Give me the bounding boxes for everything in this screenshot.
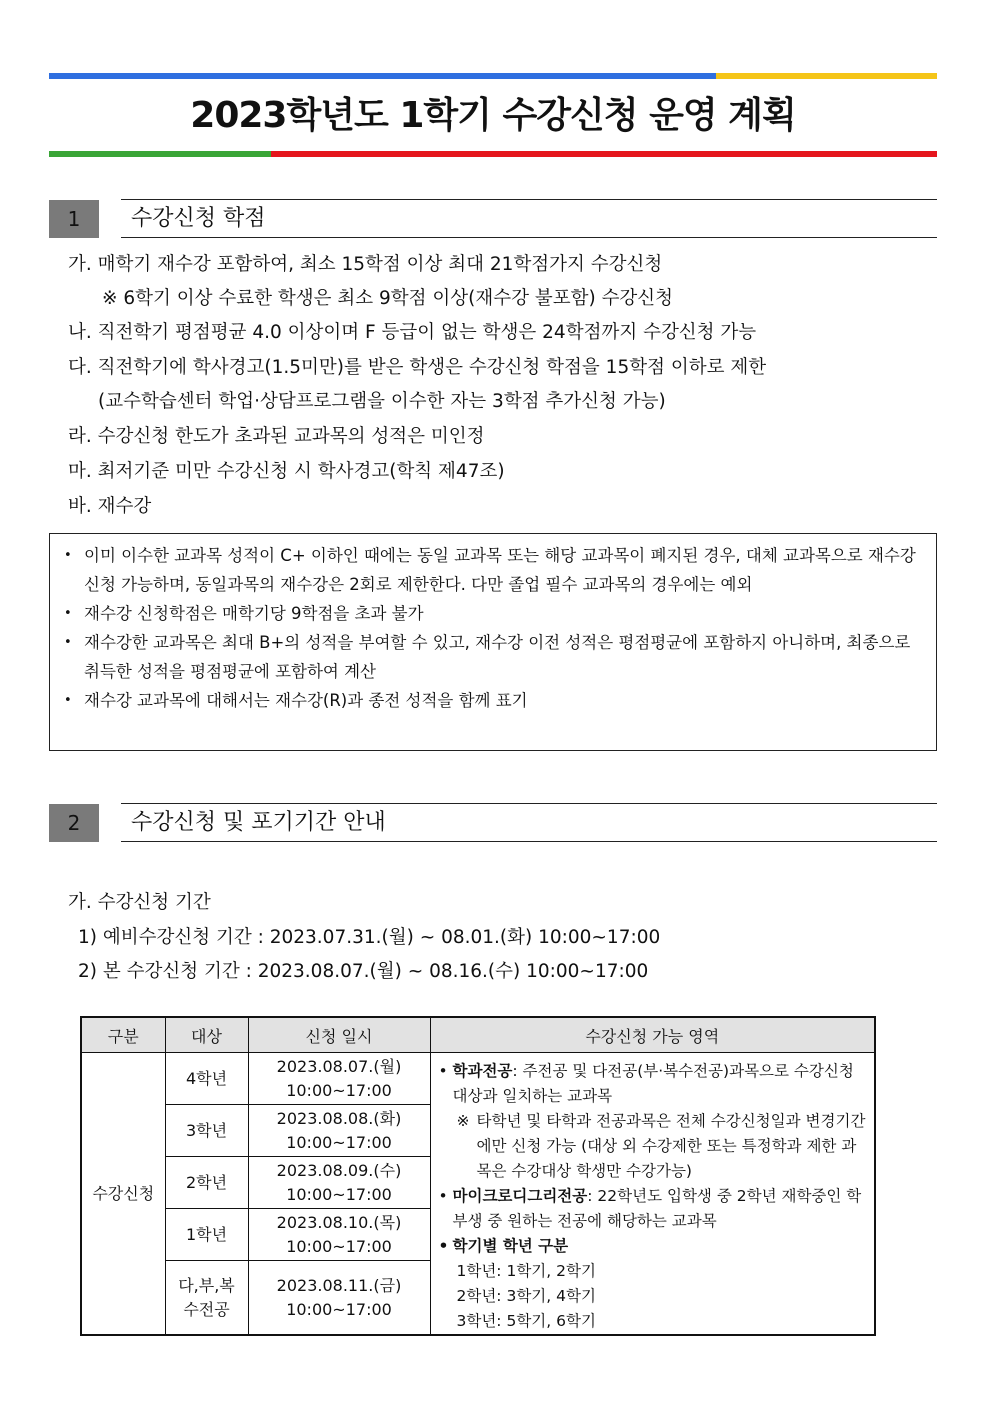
date-cell	[248, 1157, 430, 1209]
time-value: 10:00~17:00	[286, 1236, 392, 1256]
date-cell	[248, 1261, 430, 1336]
page-title: 2023학년도 1학기 수강신청 운영 계획	[190, 95, 796, 136]
target-cell: 4학년	[165, 1053, 248, 1105]
area-cell	[430, 1053, 875, 1336]
date-value: 2023.08.07.(월)	[276, 1056, 402, 1076]
time-value: 10:00~17:00	[286, 1299, 392, 1319]
area-semester-item: 3학년: 5학기, 6학기	[456, 1312, 596, 1330]
top-bar-yellow	[716, 73, 937, 79]
time-value: 10:00~17:00	[286, 1132, 392, 1152]
date-cell	[248, 1105, 430, 1157]
title-top-bar	[49, 73, 937, 79]
section-2-title: 수강신청 및 포기기간 안내	[121, 803, 937, 842]
item-da: 다. 직전학기에 학사경고(1.5미만)를 받은 학생은 수강신청 학점을 15학점 이하로 제한	[68, 357, 767, 378]
area-micro: • 마이크로디그리전공: 22학년도 입학생 중 2학년 재학중인 학부생 중 원하는 전공에 해당하는 교과목	[439, 1184, 869, 1234]
section-1-header	[49, 199, 937, 239]
time-value: 10:00~17:00	[286, 1184, 392, 1204]
bottom-bar-red	[271, 151, 937, 157]
date-cell	[248, 1053, 430, 1105]
item-na: 나. 직전학기 평점평균 4.0 이상이며 F 등급이 없는 학생은 24학점까지 수강신청 가능	[68, 322, 757, 343]
area-major-note: ※ 타학년 및 타학과 전공과목은 전체 수강신청일과 변경기간에만 신청 가능 (대상 외 수강제한 또는 특정학과 제한 과목은 수강대상 학생만 수강가능)	[439, 1109, 869, 1184]
section-2-header	[49, 803, 937, 843]
area-semester-item: 2학년: 3학기, 4학기	[456, 1287, 596, 1305]
date-value: 2023.08.08.(화)	[276, 1108, 402, 1128]
area-major: • 학과전공: 주전공 및 다전공(부·복수전공)과목으로 수강신청 대상과 일치하는 교과목	[439, 1059, 869, 1109]
date-value: 2023.08.09.(수)	[276, 1160, 402, 1180]
category-cell: 수강신청	[81, 1053, 165, 1336]
item-da-note: (교수학습센터 학업·상담프로그램을 이수한 자는 3학점 추가신청 가능)	[98, 391, 666, 412]
target-cell: 1학년	[165, 1209, 248, 1261]
item-ma: 마. 최저기준 미만 수강신청 시 학사경고(학칙 제47조)	[68, 461, 505, 482]
header-area: 수강신청 가능 영역	[430, 1017, 875, 1053]
registration-schedule-table	[80, 1016, 876, 1336]
header-target: 대상	[165, 1017, 248, 1053]
period-preregistration: 1) 예비수강신청 기간 : 2023.07.31.(월) ~ 08.01.(화) 10:00~17:00	[78, 927, 661, 948]
target-cell: 다,부,복 수전공	[165, 1261, 248, 1336]
header-date: 신청 일시	[248, 1017, 430, 1053]
section-2-number: 2	[49, 804, 99, 842]
period-heading: 가. 수강신청 기간	[68, 892, 211, 913]
item-ga-note: ※ 6학기 이상 수료한 학생은 최소 9학점 이상(재수강 불포함) 수강신청	[102, 288, 674, 309]
retake-note: • 재수강한 교과목은 최대 B+의 성적을 부여할 수 있고, 재수강 이전 성적은 평점평균에 포함하지 아니하며, 최종으로 취득한 성적을 평점평균에 포함하여 계산	[60, 628, 928, 686]
section-1-number: 1	[49, 200, 99, 238]
area-semester-item: 1학년: 1학기, 2학기	[456, 1262, 596, 1280]
top-bar-blue	[49, 73, 716, 79]
retake-notes-box	[49, 533, 937, 751]
date-cell	[248, 1209, 430, 1261]
item-ga: 가. 매학기 재수강 포함하여, 최소 15학점 이상 최대 21학점가지 수강신청	[68, 254, 663, 275]
table-header-row	[81, 1017, 875, 1053]
section-1-title: 수강신청 학점	[121, 199, 937, 238]
retake-note: • 이미 이수한 교과목 성적이 C+ 이하인 때에는 동일 교과목 또는 해당 교과목이 폐지된 경우, 대체 교과목으로 재수강 신청 가능하며, 동일과목의 재수강은 2회로 제한한다. 다만 졸업 필수 교과목의 경우에는 예외	[60, 541, 928, 599]
period-main-registration: 2) 본 수강신청 기간 : 2023.08.07.(월) ~ 08.16.(수) 10:00~17:00	[78, 961, 649, 982]
time-value: 10:00~17:00	[286, 1080, 392, 1100]
retake-note: • 재수강 신청학점은 매학기당 9학점을 초과 불가	[60, 599, 928, 628]
item-ra: 라. 수강신청 한도가 초과된 교과목의 성적은 미인정	[68, 426, 485, 447]
target-cell: 2학년	[165, 1157, 248, 1209]
item-ba: 바. 재수강	[68, 496, 152, 517]
table-row	[81, 1053, 875, 1105]
retake-note: • 재수강 교과목에 대해서는 재수강(R)과 종전 성적을 함께 표기	[60, 686, 928, 715]
target-cell: 3학년	[165, 1105, 248, 1157]
date-value: 2023.08.10.(목)	[276, 1212, 402, 1232]
header-category: 구분	[81, 1017, 165, 1053]
area-semester-label: • 학기별 학년 구분	[439, 1234, 869, 1259]
bottom-bar-green	[49, 151, 271, 157]
title-bottom-bar	[49, 151, 937, 157]
date-value: 2023.08.11.(금)	[276, 1275, 402, 1295]
